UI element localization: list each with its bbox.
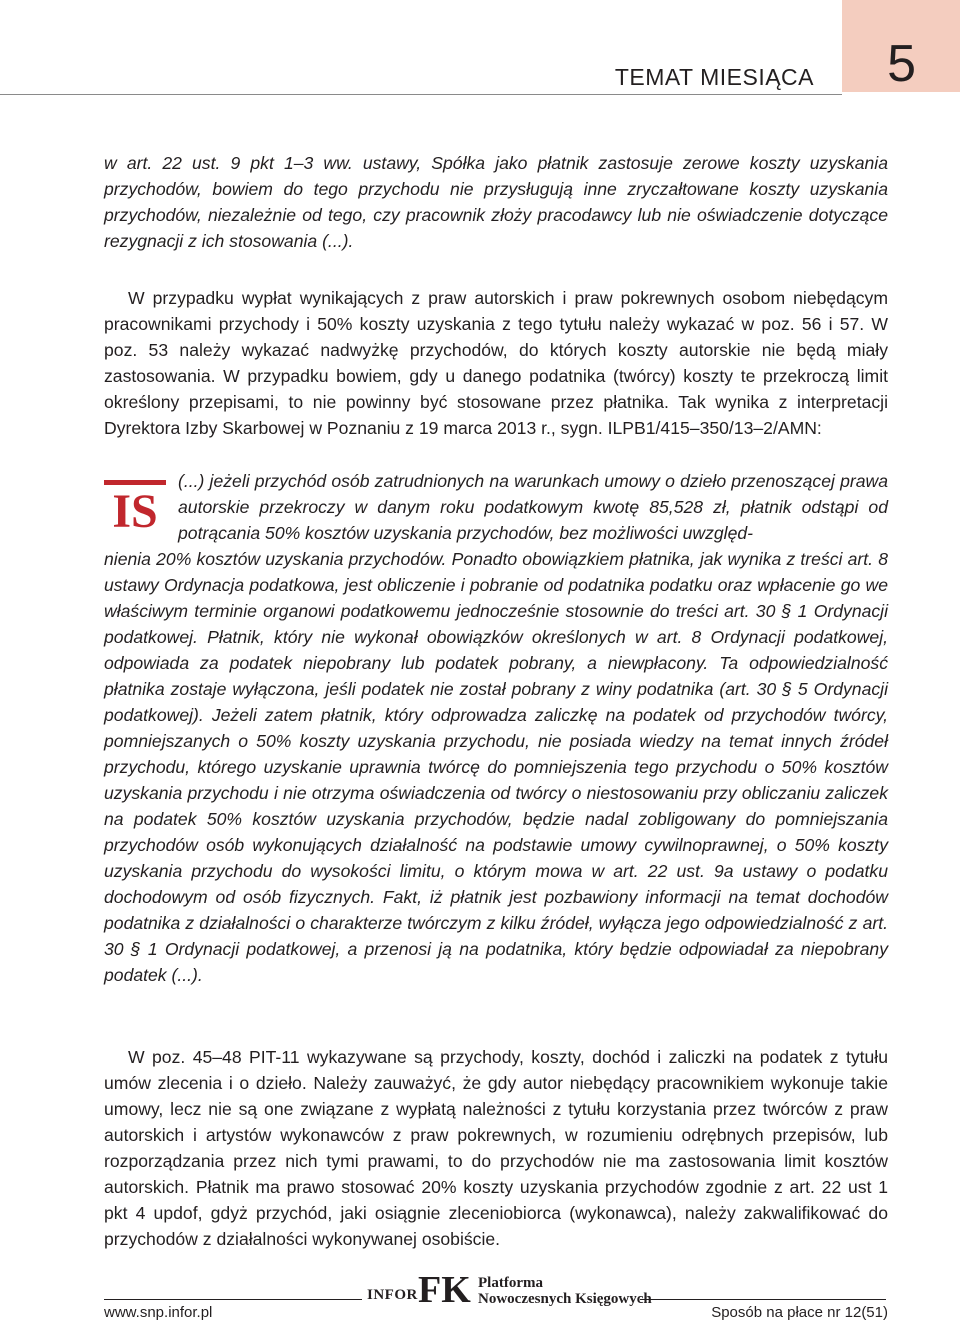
paragraph-2: W przypadku wypłat wynikających z praw autorskich i praw pokrewnych osobom niebędącym pracownikami przychody i 50% koszty uzyskania z tego tytułu należy wykazać w poz. 56 i 57. W poz. 53 należy wykazać nadwyżkę przychodów, do których koszty autorskie nie będą miały zastosowania. W przypadku bowiem, gdy u danego podatnika (twórcy) koszty te przekroczą limit określony przepisami, to nie powinny być stosowane przez płatnika. Tak wynika z interpretacji Dyrektora Izby Skarbowej w Poznaniu z 19 marca 2013 r., sygn. ILPB1/415–350/13–2/AMN: [104,288,888,438]
footer-issue: Sposób na płace nr 12(51) [711,1304,888,1321]
footer-brand-infor: INFOR [367,1287,418,1303]
footer-rule-left [104,1299,362,1300]
quote-paragraph-4: nienia 20% kosztów uzyskania przychodów. Ponadto obowiązkiem płatnika, jak wynika z treści art. 8 ustawy Ordynacja podatkowa, jest obliczenie i pobranie od podatnika podatku oraz wpłacenie go we właściwym terminie organowi podatkowemu jednocześnie stosownie do treści art. 30 § 1 Ordynacji podatkowej. Płatnik, który nie wykonał obowiązków określonych w art. 8 Ordynacji podatkowej, odpowiada za podatek niepobrany lub podatek pobrany, a niewpłacony. Ta odpowiedzialność płatnika zostaje wyłączona, jeśli podatek nie został pobrany z winy podatnika (art. 30 § 5 Ordynacji podatkowej). Jeżeli zatem płatnik, który odprowadza zaliczkę na podatek od przychodów twórcy, pomniejszanych o 50% koszty uzyskania przychodu, nie posiada wiedzy na temat innych źródeł przychodu, którego uzyskanie uprawnia twórcę do pomniejszenia tego przychodu o 50% kosztów uzyskania przychodu i nie otrzyma oświadczenia od twórcy o niestosowaniu przy obliczaniu zaliczek na podatek 50% kosztów uzyskania przychodów, będzie nadal zobligowany do pomniejszania przychodów osób wykonujących działalność na podstawie umowy cywilnoprawnej, o 50% koszty uzyskania przychodu do wysokości limitu, o którym mowa w art. 22 ust. 9a ustawy o podatku dochodowym od osób fizycznych. Fakt, iż płatnik jest pozbawiony informacji na temat dochodów podatnika z działalności o charakterze twórczym z kilku źródeł, wyłącza jego odpowiedzialność z art. 30 § 1 Ordynacji podatkowej, a przenosi ją na podatnika, który będzie odpowiadał za niepobrany podatek (...). [104,549,888,985]
footer-brand-line2: Nowoczesnych Księgowych [478,1291,652,1307]
logo-text: IS [112,485,158,538]
section-title: TEMAT MIESIĄCA [614,64,814,90]
quote-paragraph-1: w art. 22 ust. 9 pkt 1–3 ww. ustawy, Spółka jako płatnik zastosuje zerowe koszty uzyskania przychodów, bowiem do tego przychodu nie przysługują inne zryczałtowane koszty uzyskania przychodów, niezależnie od tego, czy pracownik złoży pracodawcy lub nie oświadczenie dotyczące rezygnacji z ich stosowania (...). [104,153,888,251]
footer-url[interactable]: www.snp.infor.pl [104,1304,213,1321]
header-rule [0,94,842,95]
quote-paragraph-3: (...) jeżeli przychód osób zatrudnionych na warunkach umowy o dzieło przenoszącej prawa autorskie przekroczy w danym roku podatkowym kwotę 85,528 zł, płatnik odstąpi od potrącania 50% kosztów uzyskania przychodów, bez możliwości uwzględ- [178,471,888,543]
footer-brand-line1: Platforma [478,1275,543,1291]
footer-rule-right [640,1299,886,1300]
paragraph-5: W poz. 45–48 PIT-11 wykazywane są przychody, koszty, dochód i zaliczki na podatek z tytułu umów zlecenia i o dzieło. Należy zauważyć, że gdy autor niebędący pracownikiem wykonuje takie umowy, lecz nie są one związane z wypłatą należności z tytułu korzystania przez twórców z praw autorskich i artystów wykonawców z praw pokrewnych, w rozumieniu odrębnych przepisów, lub rozporządzania przez nich tymi prawami, to do przychodów nie ma zastosowania limit kosztów autorskich. Płatnik ma prawo stosować 20% koszty uzyskania przychodów zgodnie z art. 22 ust 1 pkt 4 updof, gdyż przychód, jaki osiągnie zleceniobiorca (wykonawca), należy zakwalifikować do przychodów z działalności wykonywanej osobiście. [104,1047,888,1249]
footer-brand-fk: FK [418,1269,471,1311]
page-number: 5 [887,35,916,93]
